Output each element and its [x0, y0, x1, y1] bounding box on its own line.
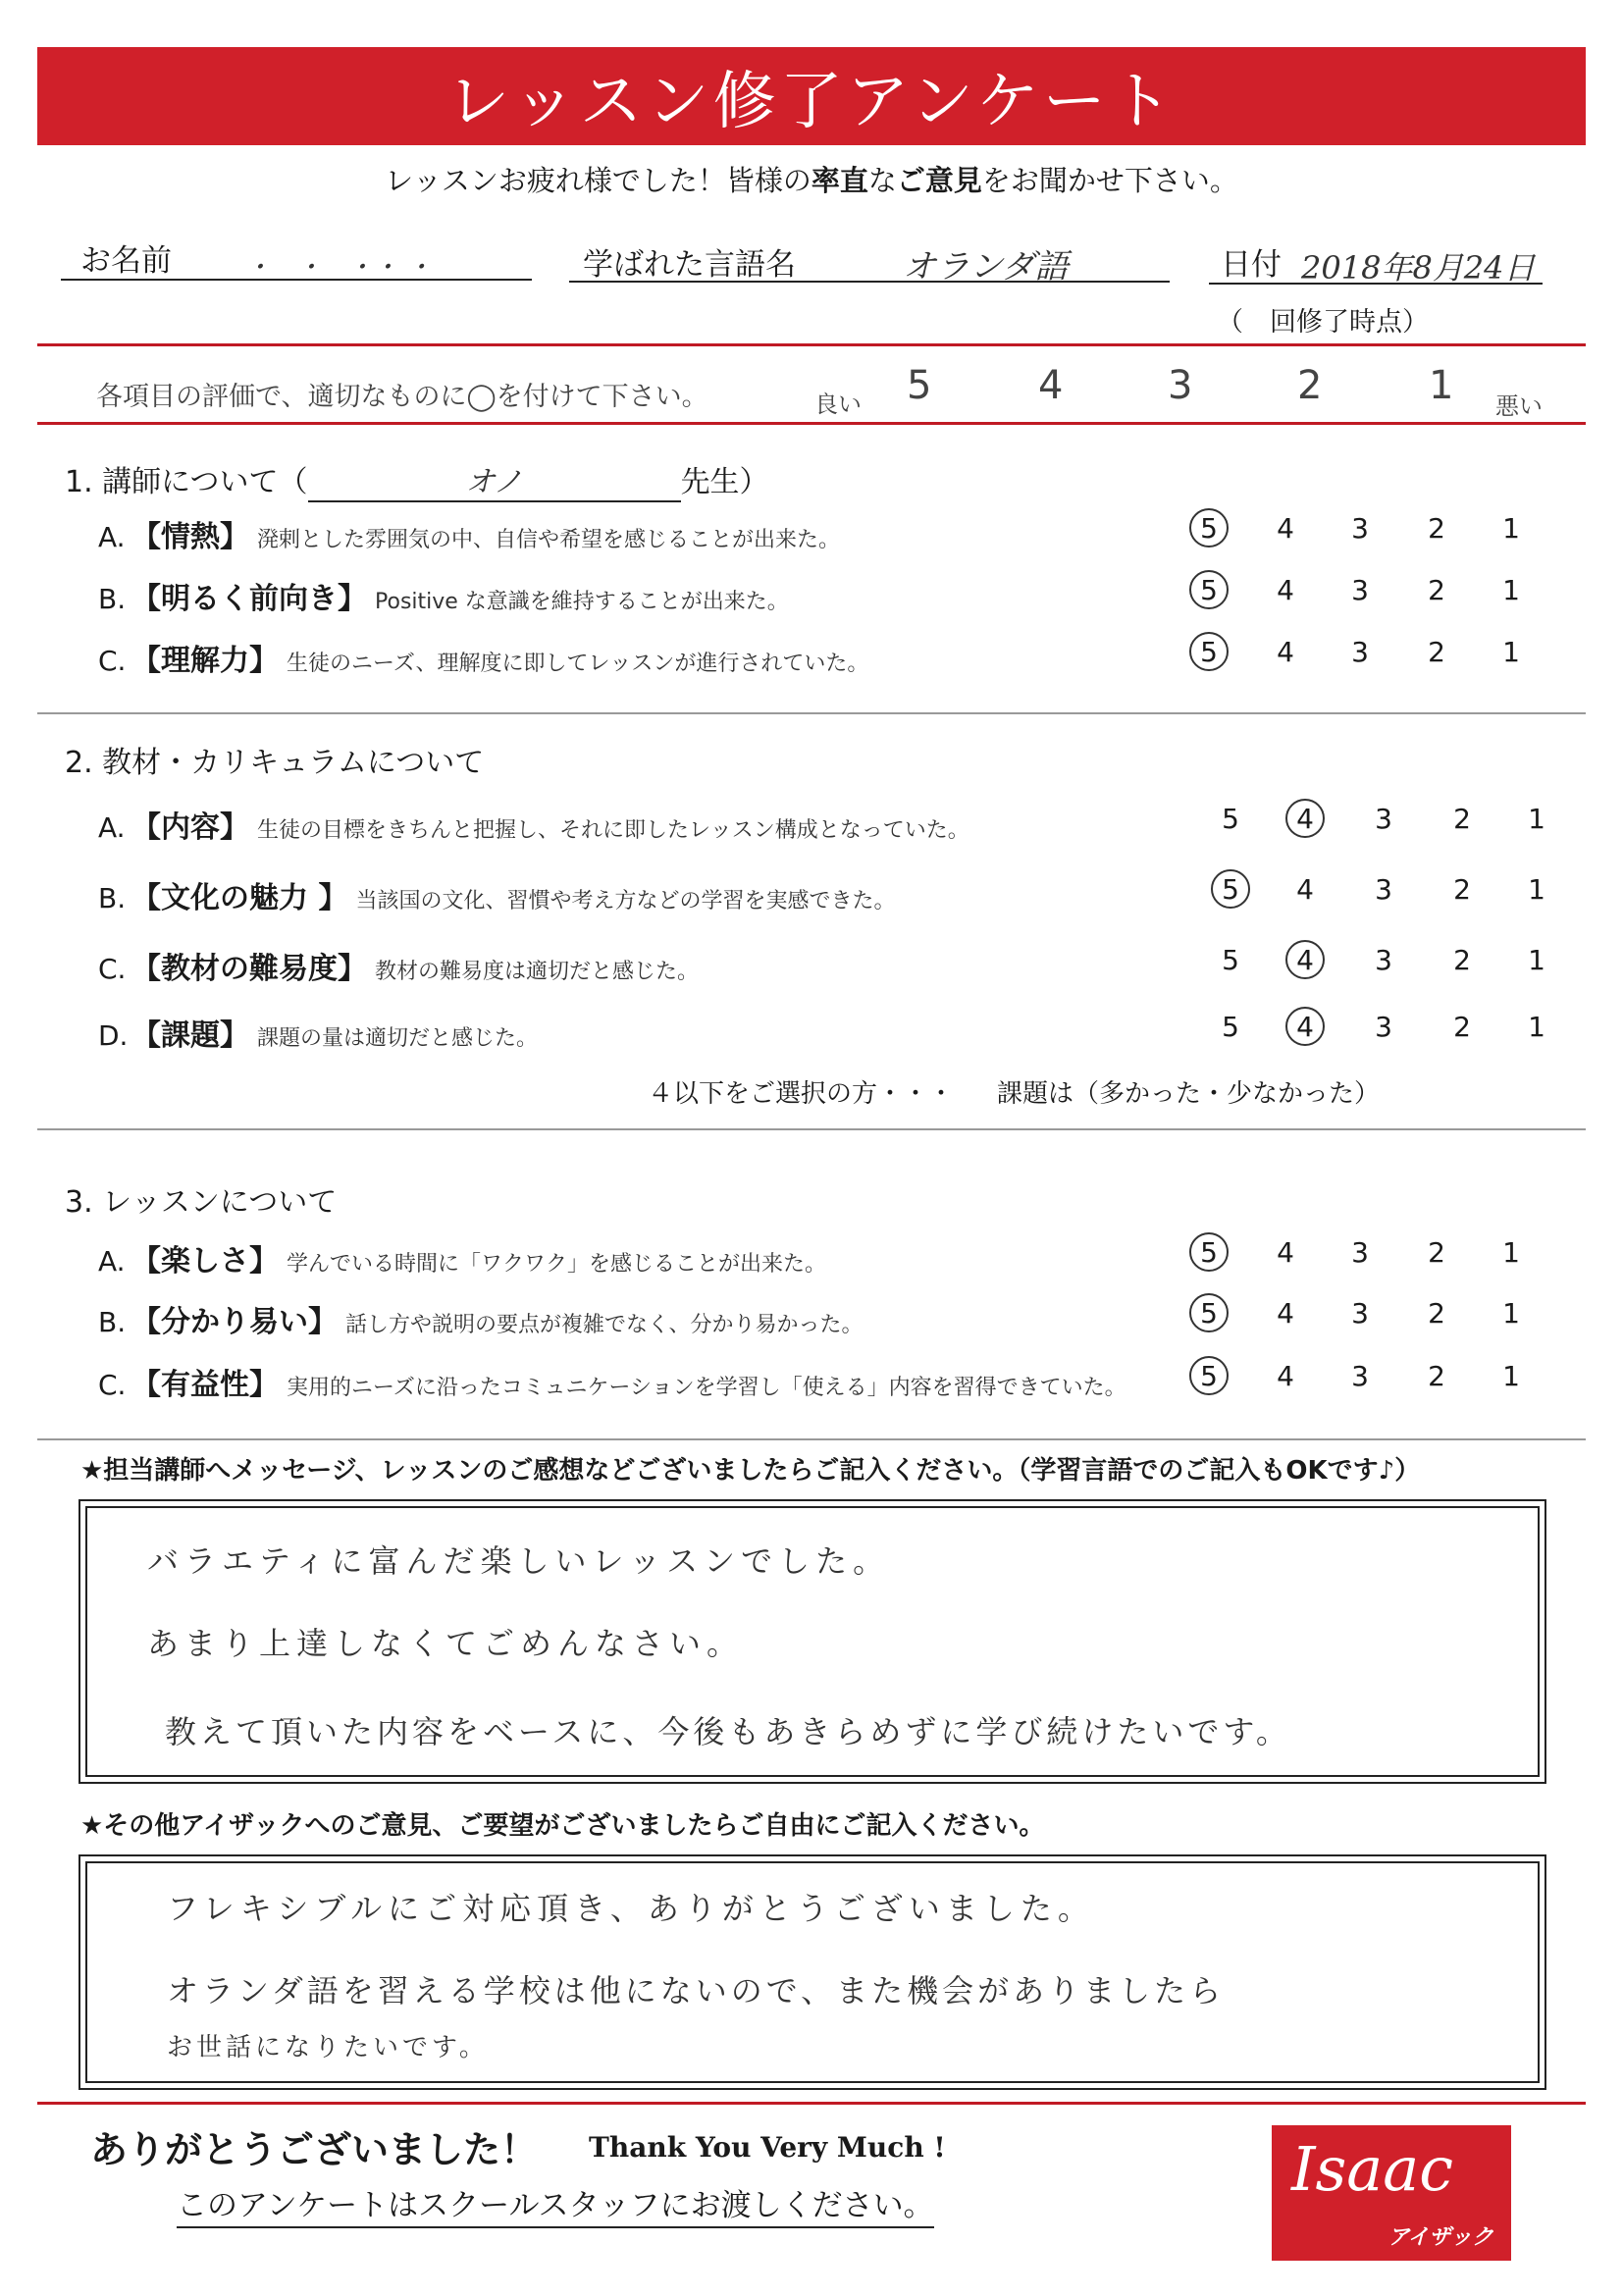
item-letter: D.: [98, 1019, 129, 1052]
rating-option-1[interactable]: 1: [1502, 1235, 1520, 1269]
scale-instruction: 各項目の評価で、適切なものに◯を付けて下さい。: [96, 382, 708, 412]
teacher-comment-line-1: バラエティに富んだ楽しいレッスンでした。: [147, 1542, 891, 1580]
rating-option-1[interactable]: 1: [1502, 511, 1520, 545]
rating-option-1[interactable]: 1: [1502, 1359, 1520, 1392]
date-underline: [1209, 283, 1543, 285]
item-letter: B.: [98, 1306, 127, 1338]
item-label: 【分かり易い】: [131, 1305, 338, 1339]
section-3-item: [98, 1360, 1126, 1403]
rating-option-1[interactable]: 1: [1528, 1010, 1545, 1043]
rating-option-5[interactable]: 5: [1189, 1293, 1229, 1332]
item-description: Positive な意識を維持することが出来た。: [375, 590, 789, 614]
rating-option-5[interactable]: 5: [1211, 869, 1250, 909]
section-2-title: 2. 教材・カリキュラムについて: [65, 746, 485, 780]
item-label: 【楽しさ】: [131, 1244, 279, 1278]
section-1-item: [98, 636, 868, 679]
item-letter: C.: [98, 1369, 127, 1401]
language-label: 学ばれた言語名: [583, 247, 796, 283]
rating-option-4[interactable]: 4: [1277, 635, 1294, 668]
rating-option-5[interactable]: 5: [1189, 632, 1229, 671]
rating-option-4[interactable]: 4: [1277, 1296, 1294, 1330]
logo-main-text: Isaac: [1291, 2133, 1453, 2205]
rating-option-2[interactable]: 2: [1428, 1359, 1445, 1392]
rating-option-4[interactable]: 4: [1277, 573, 1294, 606]
scale-num-3: 3: [1168, 363, 1193, 408]
date-label: 日付: [1221, 247, 1282, 283]
section-3-item: [98, 1297, 864, 1340]
item-letter: C.: [98, 953, 127, 985]
section-1-title: 1. 講師について（ オノ 先生）: [65, 457, 769, 502]
item-letter: B.: [98, 882, 127, 914]
rating-option-5[interactable]: 5: [1189, 570, 1229, 609]
rating-option-1[interactable]: 1: [1528, 943, 1545, 976]
rating-option-3[interactable]: 3: [1351, 635, 1369, 668]
section-3-title: 3. レッスンについて: [65, 1185, 338, 1220]
assignment-note-right: 課題は（多かった・少なかった）: [997, 1079, 1381, 1109]
name-label: お名前: [80, 243, 172, 279]
footer-thanks-en: Thank You Very Much !: [589, 2131, 946, 2164]
section-2-item: [98, 944, 699, 987]
rating-option-1[interactable]: 1: [1528, 802, 1545, 835]
section-2-item: [98, 873, 895, 916]
rating-option-5[interactable]: 5: [1189, 508, 1229, 548]
language-underline: [569, 281, 1170, 283]
item-letter: C.: [98, 645, 127, 677]
scale-num-5: 5: [907, 363, 932, 408]
divider-top: [37, 343, 1586, 346]
scale-num-2: 2: [1297, 363, 1323, 408]
item-description: 当該国の文化、習慣や考え方などの学習を実感できた。: [355, 889, 896, 913]
rating-option-4[interactable]: 4: [1277, 511, 1294, 545]
item-description: 溌剌とした雰囲気の中、自信や希望を感じることが出来た。: [257, 528, 841, 552]
item-label: 【文化の魅力 】: [131, 881, 348, 915]
rating-option-1[interactable]: 1: [1502, 635, 1520, 668]
other-comment-line-1: フレキシブルにご対応頂き、ありがとうございました。: [167, 1890, 1095, 1927]
item-label: 【明るく前向き】: [131, 582, 367, 616]
rating-option-2[interactable]: 2: [1428, 1235, 1445, 1269]
logo-sub-text: アイザック: [1387, 2225, 1493, 2250]
rating-option-3[interactable]: 3: [1351, 573, 1369, 606]
section-2-item: [98, 1011, 538, 1054]
rating-option-3[interactable]: 3: [1375, 872, 1392, 906]
rating-option-4[interactable]: 4: [1285, 940, 1325, 979]
intro-text: レッスンお疲れ様でした！皆様の率直なご意見をお聞かせ下さい。: [385, 164, 1238, 197]
footer-divider: [37, 2102, 1586, 2105]
footer-handover-note: このアンケートはスクールスタッフにお渡しください。: [177, 2180, 934, 2228]
footer-thanks: ありがとうございました！: [90, 2128, 539, 2171]
item-description: 教材の難易度は適切だと感じた。: [375, 960, 700, 984]
rating-option-3[interactable]: 3: [1351, 1296, 1369, 1330]
section-1-item: [98, 512, 840, 555]
rating-option-2[interactable]: 2: [1453, 943, 1471, 976]
rating-option-5[interactable]: 5: [1189, 1356, 1229, 1395]
item-description: 生徒の目標をきちんと把握し、それに即したレッスン構成となっていた。: [257, 818, 969, 843]
rating-option-4[interactable]: 4: [1277, 1235, 1294, 1269]
section-1-item: [98, 574, 789, 617]
date-value: 2018年8月24日: [1301, 249, 1536, 287]
other-comment-line-3: お世話になりたいです。: [167, 2033, 489, 2062]
divider-scale: [37, 422, 1586, 425]
rating-option-3[interactable]: 3: [1351, 511, 1369, 545]
item-description: 話し方や説明の要点が複雑でなく、分かり易かった。: [345, 1313, 864, 1337]
assignment-note-left: ４以下をご選択の方・・・: [648, 1079, 955, 1109]
scale-good-label: 良い: [814, 391, 862, 418]
item-label: 【課題】: [131, 1018, 249, 1053]
rating-option-1[interactable]: 1: [1502, 573, 1520, 606]
other-comment-heading: ★その他アイザックへのご意見、ご要望がございましたらご自由にご記入ください。: [80, 1811, 1045, 1841]
divider-section-2: [37, 1128, 1586, 1130]
item-label: 【理解力】: [131, 644, 279, 678]
rating-option-2[interactable]: 2: [1453, 872, 1471, 906]
rating-option-3[interactable]: 3: [1375, 943, 1392, 976]
isaac-logo: [1272, 2125, 1511, 2261]
name-value: ・ ・ ・・ ・: [245, 253, 433, 283]
item-description: 実用的ニーズに沿ったコミュニケーションを学習し「使える」内容を習得できていた。: [287, 1376, 1126, 1400]
item-description: 課題の量は適切だと感じた。: [257, 1026, 539, 1051]
item-label: 【有益性】: [131, 1368, 279, 1402]
item-letter: A.: [98, 521, 126, 553]
teacher-comment-line-2: あまり上達しなくてごめんなさい。: [147, 1625, 745, 1662]
scale-num-1: 1: [1429, 363, 1454, 408]
rating-option-2[interactable]: 2: [1453, 802, 1471, 835]
language-value: オランダ語: [903, 247, 1069, 287]
rating-option-2[interactable]: 2: [1428, 1296, 1445, 1330]
rating-option-1[interactable]: 1: [1502, 1296, 1520, 1330]
name-underline: [61, 279, 532, 281]
rating-option-3[interactable]: 3: [1375, 1010, 1392, 1043]
teacher-comment-line-3: 教えて頂いた内容をベースに、今後もあきらめずに学び続けたいです。: [165, 1713, 1291, 1750]
divider-section-3: [37, 1438, 1586, 1440]
item-label: 【情熱】: [131, 520, 249, 554]
rating-option-4[interactable]: 4: [1285, 1007, 1325, 1046]
teacher-name: オノ: [308, 457, 681, 502]
rating-option-5[interactable]: 5: [1222, 943, 1239, 976]
rating-option-3[interactable]: 3: [1351, 1235, 1369, 1269]
other-comment-line-2: オランダ語を習える学校は他にないので、また機会がありましたら: [167, 1972, 1226, 2009]
section-2-item: [98, 803, 969, 846]
rating-option-3[interactable]: 3: [1375, 802, 1392, 835]
rating-option-2[interactable]: 2: [1453, 1010, 1471, 1043]
rating-option-5[interactable]: 5: [1222, 1010, 1239, 1043]
rating-option-2[interactable]: 2: [1428, 511, 1445, 545]
item-description: 学んでいる時間に「ワクワク」を感じることが出来た。: [287, 1252, 827, 1277]
rating-option-4[interactable]: 4: [1285, 799, 1325, 838]
item-label: 【教材の難易度】: [131, 952, 367, 986]
rating-option-3[interactable]: 3: [1351, 1359, 1369, 1392]
item-letter: A.: [98, 1245, 126, 1278]
item-description: 生徒のニーズ、理解度に即してレッスンが進行されていた。: [287, 652, 869, 676]
rating-option-2[interactable]: 2: [1428, 573, 1445, 606]
item-label: 【内容】: [131, 810, 249, 845]
item-letter: B.: [98, 583, 127, 615]
rating-option-2[interactable]: 2: [1428, 635, 1445, 668]
rating-option-5[interactable]: 5: [1189, 1232, 1229, 1272]
teacher-comment-heading: ★担当講師へメッセージ、レッスンのご感想などございましたらご記入ください。（学習言語でのご記入もOKです♪）: [80, 1456, 1421, 1486]
scale-bad-label: 悪い: [1495, 392, 1543, 420]
course-point: （ 回修了時点）: [1217, 307, 1429, 338]
rating-option-4[interactable]: 4: [1277, 1359, 1294, 1392]
rating-option-4[interactable]: 4: [1296, 872, 1314, 906]
rating-option-1[interactable]: 1: [1528, 872, 1545, 906]
rating-option-5[interactable]: 5: [1222, 802, 1239, 835]
survey-title-banner: レッスン修了アンケート: [37, 47, 1586, 145]
scale-num-4: 4: [1038, 363, 1064, 408]
item-letter: A.: [98, 811, 126, 844]
section-3-item: [98, 1236, 826, 1279]
divider-section-1: [37, 712, 1586, 714]
